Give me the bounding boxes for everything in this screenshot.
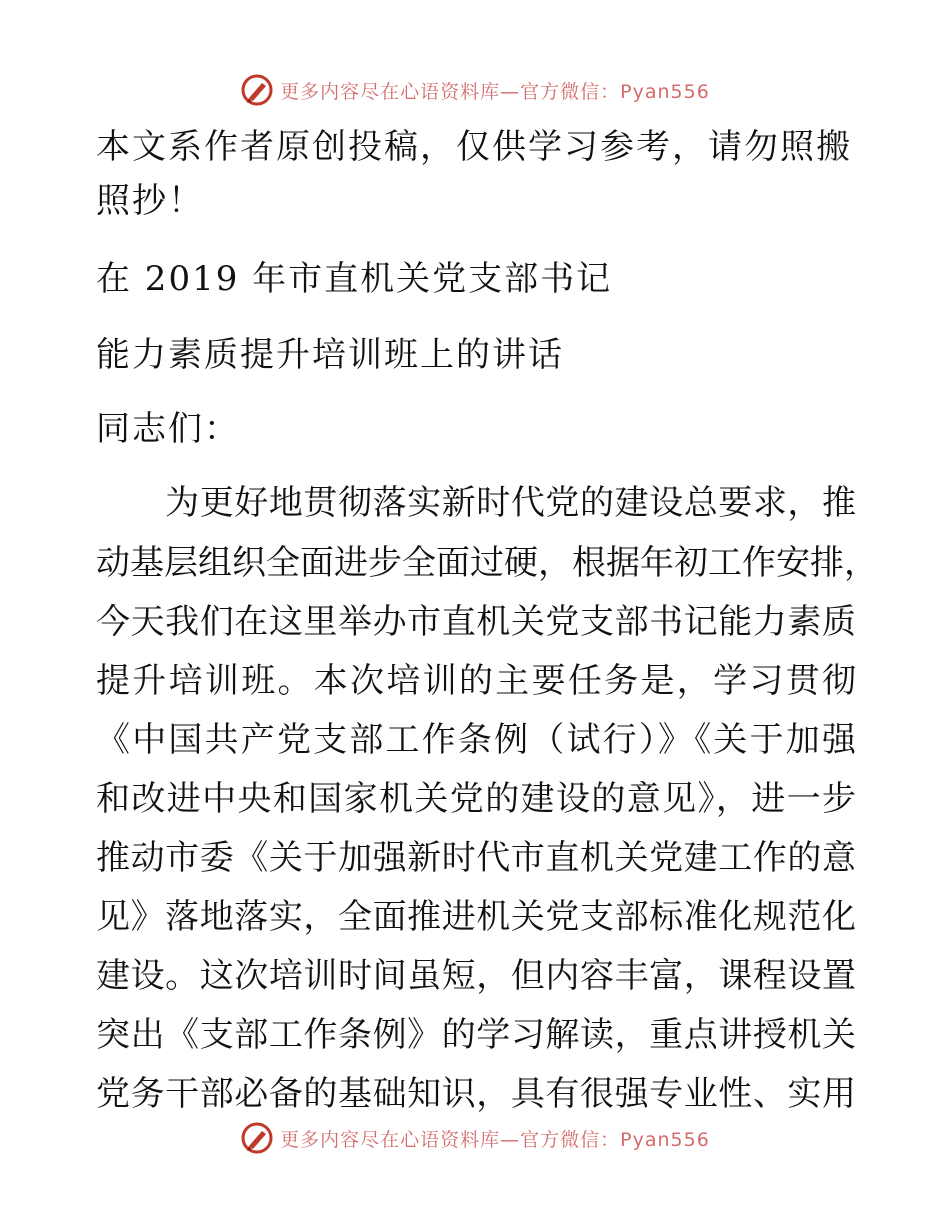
- title-line-2: 能力素质提升培训班上的讲话: [96, 335, 564, 375]
- paragraph-line: 提升培训班。本次培训的主要任务是，学习贯彻: [96, 661, 856, 701]
- watermark-text: 更多内容尽在心语资料库—官方微信：Pyan556: [280, 80, 710, 103]
- paragraph-line: 见》落地落实，全面推进机关党支部标准化规范化: [96, 897, 856, 937]
- notice-line-1: 本文系作者原创投稿，仅供学习参考，请勿照搬: [96, 127, 852, 167]
- paragraph-line: 党务干部必备的基础知识，具有很强专业性、实用: [96, 1074, 856, 1114]
- pen-logo-icon: [240, 73, 274, 107]
- paragraph-line: 建设。这次培训时间虽短，但内容丰富，课程设置: [96, 956, 856, 996]
- header-watermark: [0, 68, 950, 112]
- notice-line-2: 照抄！: [96, 181, 204, 221]
- paragraph-line: 动基层组织全面进步全面过硬，根据年初工作安排，: [96, 543, 878, 583]
- title-line-1: 在 2019 年市直机关党支部书记: [96, 259, 613, 299]
- footer-watermark: [0, 1116, 950, 1160]
- paragraph-line: 今天我们在这里举办市直机关党支部书记能力素质: [96, 602, 856, 642]
- paragraph-line: 《中国共产党支部工作条例（试行）》《关于加强: [96, 720, 856, 760]
- paragraph-line: 为更好地贯彻落实新时代党的建设总要求，推: [96, 483, 856, 523]
- pen-logo-icon: [240, 1121, 274, 1155]
- paragraph-line: 和改进中央和国家机关党的建设的意见》，进一步: [96, 779, 856, 819]
- paragraph-line: 推动市委《关于加强新时代市直机关党建工作的意: [96, 838, 856, 878]
- paragraph-line: 突出《支部工作条例》的学习解读，重点讲授机关: [96, 1015, 856, 1055]
- watermark-text: 更多内容尽在心语资料库—官方微信：Pyan556: [280, 1128, 710, 1151]
- greeting: 同志们：: [96, 409, 240, 449]
